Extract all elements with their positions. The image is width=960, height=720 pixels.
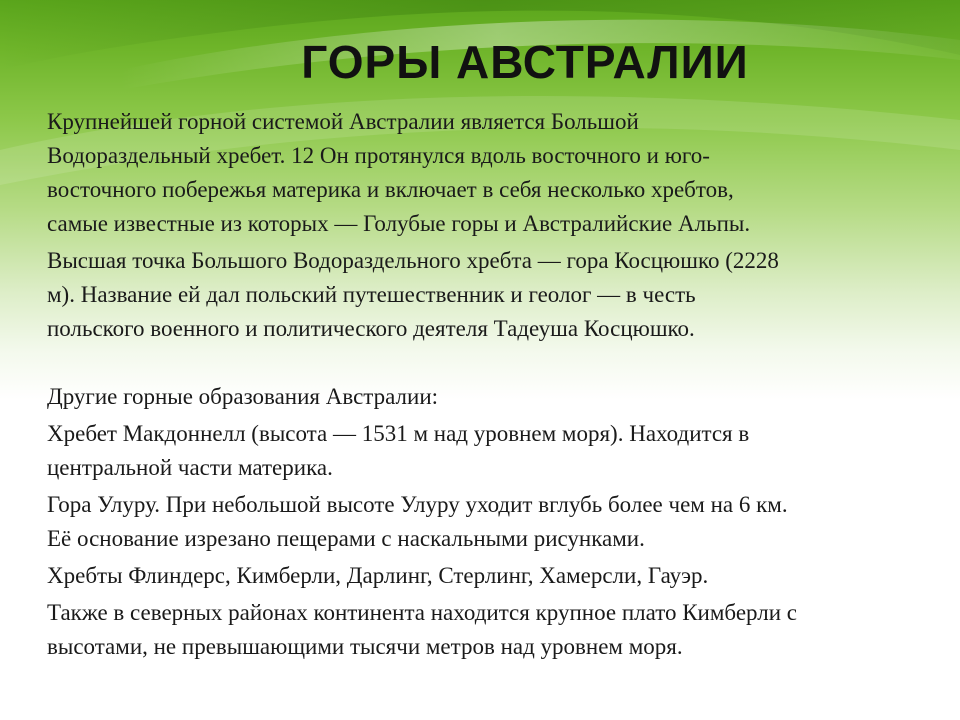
text-line: самые известные из которых — Голубые горы и Австралийские Альпы. [47, 211, 751, 236]
paragraph-other-formations-heading [47, 380, 917, 414]
paragraph-great-dividing-range [47, 105, 917, 241]
text-line: высотами, не превышающими тысячи метров над уровнем моря. [47, 634, 683, 659]
paragraph-ranges-list [47, 559, 917, 593]
paragraph-kimberley-plateau [47, 596, 917, 664]
text-line: Другие горные образования Австралии: [47, 384, 439, 409]
text-line: Высшая точка Большого Водораздельного хребта — гора Косцюшко (2228 [47, 248, 779, 273]
text-line: Её основание изрезано пещерами с наскальными рисунками. [47, 526, 645, 551]
text-line: Хребет Макдоннелл (высота — 1531 м над уровнем моря). Находится в [47, 421, 750, 446]
text-line: Также в северных районах континента находится крупное плато Кимберли с [47, 600, 797, 625]
body-text [47, 105, 917, 667]
text-line: Крупнейшей горной системой Австралии является Большой [47, 109, 639, 134]
text-line: центральной части материка. [47, 455, 333, 480]
paragraph-macdonnell [47, 417, 917, 485]
text-line: м). Название ей дал польский путешественник и геолог — в честь [47, 282, 696, 307]
paragraph-uluru [47, 488, 917, 556]
text-line: польского военного и политического деятеля Тадеуша Косцюшко. [47, 316, 695, 341]
text-line: восточного побережья материка и включает в себя несколько хребтов, [47, 177, 734, 202]
text-line: Гора Улуру. При небольшой высоте Улуру уходит вглубь более чем на 6 км. [47, 492, 788, 517]
text-line: Водораздельный хребет. 12 Он протянулся вдоль восточного и юго- [47, 143, 710, 168]
text-line: Хребты Флиндерс, Кимберли, Дарлинг, Стерлинг, Хамерсли, Гауэр. [47, 563, 709, 588]
page-title: ГОРЫ АВСТРАЛИИ [301, 36, 749, 88]
paragraph-kosciuszko [47, 244, 917, 346]
